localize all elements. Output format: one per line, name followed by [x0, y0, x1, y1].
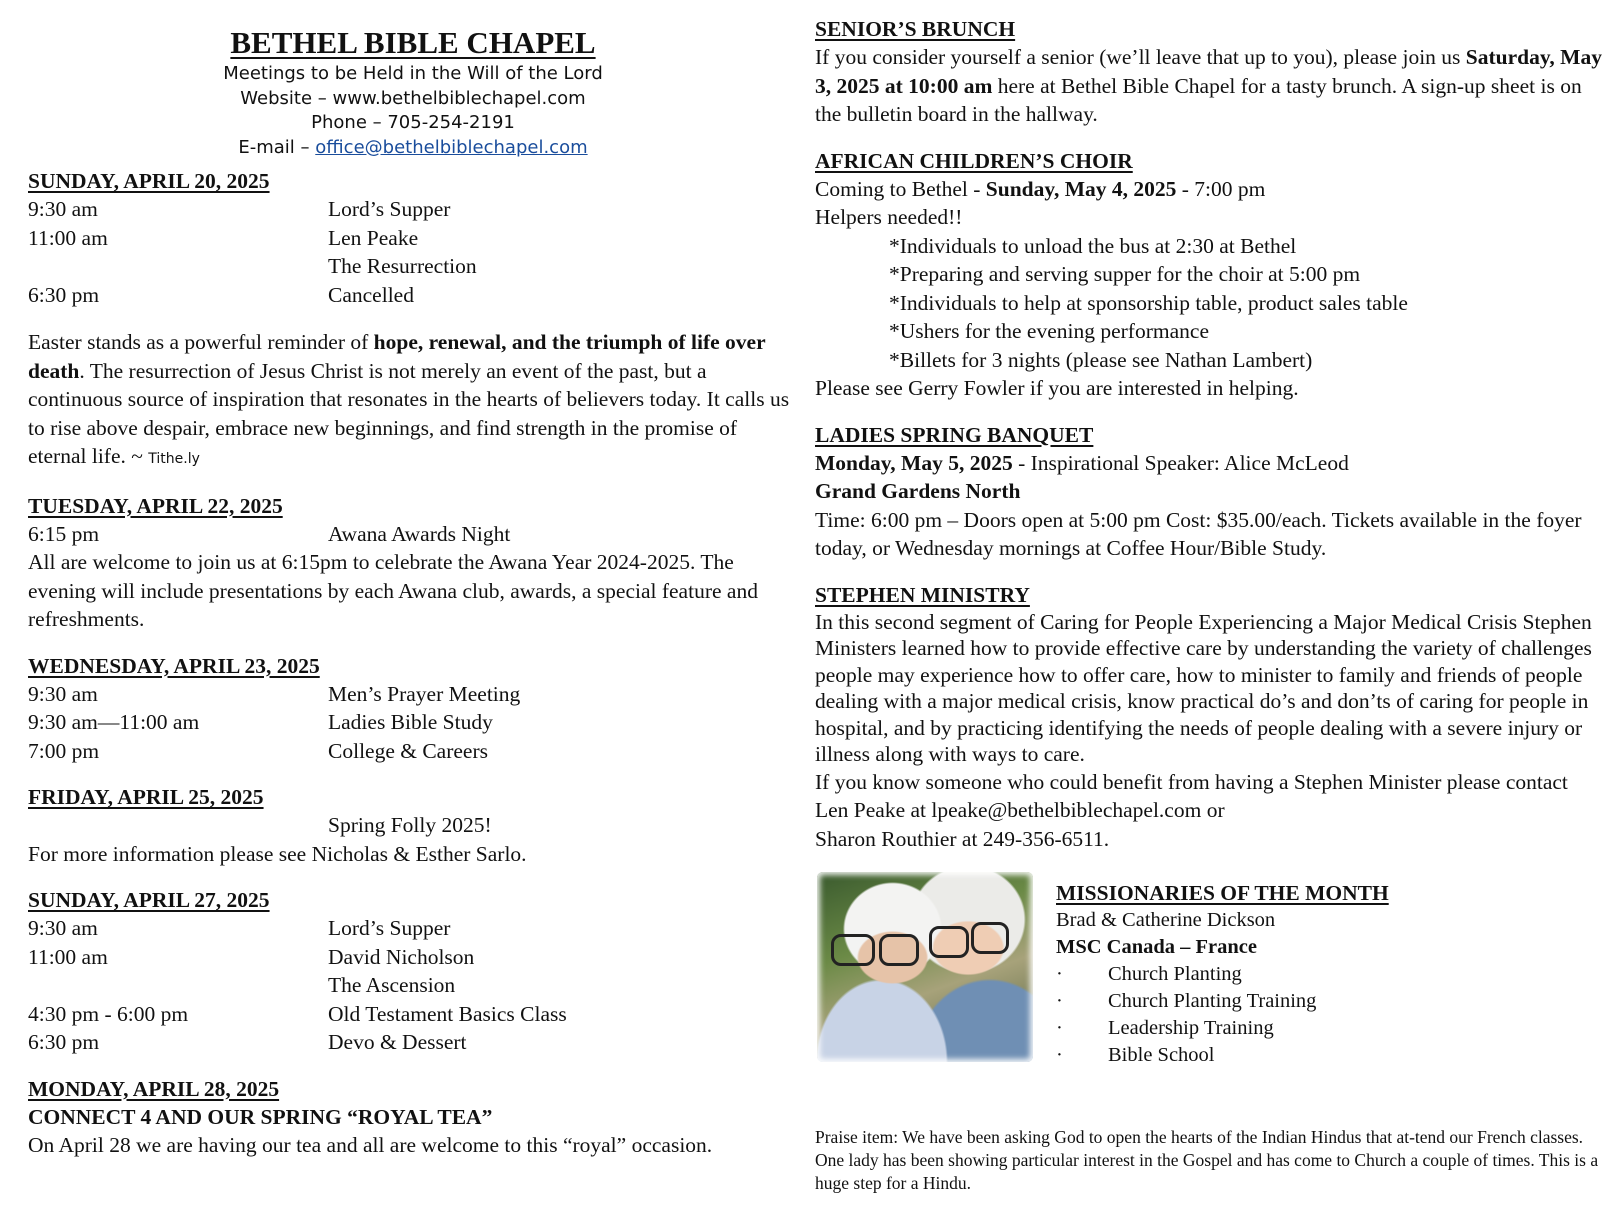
ministry-item: Church Planting Training [1108, 990, 1317, 1012]
schedule-event: Spring Folly 2025! [328, 813, 492, 837]
schedule-event: Old Testament Basics Class [328, 1001, 567, 1026]
stephen-contact-2: Sharon Routhier at 249-356-6511. [815, 826, 1110, 851]
choir-date: Sunday, May 4, 2025 [985, 176, 1177, 201]
schedule-time: 9:30 am [28, 681, 98, 706]
list-item: *Billets for 3 nights (please see Nathan Lambert) [889, 347, 1313, 372]
schedule-event: David Nicholson [328, 944, 475, 969]
section-heading-sunday-27: SUNDAY, APRIL 27, 2025 [28, 888, 270, 912]
praise-item: Praise item: We have been asking God to open the hearts of the Indian Hindus that at-tend our French classes. One lady has been showing particular interest in the Gospel and has come to Church a couple of times. This is a huge step for a Hindu. [815, 1127, 1599, 1193]
schedule-time [28, 971, 328, 1000]
schedule-event: Devo & Dessert [328, 1030, 467, 1054]
list-item [1056, 1015, 1596, 1042]
schedule-row [28, 943, 798, 972]
easter-text-2: . The resurrection of Jesus Christ is not merely an event of the past, but a continuous source of inspiration that resonates in the hearts of believers today. It calls us to rise above despair, embrace new beginnings, and find strength in the promise of eternal life. ~ [28, 358, 790, 468]
schedule-row [28, 252, 798, 281]
bulletin-header [28, 24, 798, 160]
brunch-text-2: here at Bethel Bible Chapel for a tasty brunch. A sign-up sheet is on the bulletin board in the hallway. [815, 73, 1582, 126]
choir-date-line [815, 175, 1605, 204]
missionaries-photo [817, 872, 1033, 1062]
schedule-row [28, 224, 798, 253]
schedule-time: 6:30 pm [28, 1030, 100, 1054]
list-item: *Individuals to unload the bus at 2:30 at Bethel [889, 233, 1297, 258]
bullet-icon: · [1056, 1044, 1063, 1066]
section-heading-friday-25: FRIDAY, APRIL 25, 2025 [28, 785, 264, 809]
royal-tea-text: On April 28 we are having our tea and all are welcome to this “royal” occasion. [28, 1133, 713, 1157]
easter-paragraph [28, 328, 798, 474]
schedule-event: Cancelled [328, 282, 414, 307]
choir-helpers: Helpers needed!! [815, 205, 963, 229]
missionary-org: MSC Canada – France [1056, 936, 1258, 958]
schedule-row [28, 914, 798, 943]
choir-time: - 7:00 pm [1176, 176, 1266, 201]
schedule-time: 6:15 pm [28, 521, 100, 546]
banquet-details: Time: 6:00 pm – Doors open at 5:00 pm Cost: $35.00/each. Tickets available in the foyer today, or Wednesday mornings at Coffee Hour/Bible Study. [815, 507, 1582, 560]
schedule-time: 9:30 am—11:00 am [28, 710, 200, 734]
section-heading-sunday-20: SUNDAY, APRIL 20, 2025 [28, 169, 270, 193]
schedule-event: Len Peake [328, 225, 419, 250]
section-heading-wednesday-23: WEDNESDAY, APRIL 23, 2025 [28, 653, 320, 678]
royal-tea-heading: CONNECT 4 AND OUR SPRING “ROYAL TEA” [28, 1104, 493, 1129]
schedule-row [28, 811, 798, 840]
website: Website – www.bethelbiblechapel.com [240, 87, 586, 109]
schedule-time: 6:30 pm [28, 282, 100, 307]
ministry-item: Bible School [1108, 1044, 1215, 1066]
missionaries-section [1056, 880, 1596, 1069]
easter-text-1: Easter stands as a powerful reminder of [28, 330, 374, 354]
right-column [815, 16, 1605, 853]
left-column [28, 0, 798, 1160]
awana-paragraph: All are welcome to join us at 6:15pm to celebrate the Awana Year 2024-2025. The evening will include presentations by each Awana club, awards, a special feature and refreshments. [28, 550, 758, 631]
list-item: *Preparing and serving supper for the choir at 5:00 pm [889, 262, 1361, 286]
missionary-names: Brad & Catherine Dickson [1056, 909, 1276, 931]
section-heading-banquet: LADIES SPRING BANQUET [815, 422, 1094, 447]
schedule-time [28, 252, 328, 281]
schedule-event: Men’s Prayer Meeting [328, 681, 521, 706]
bullet-icon: · [1056, 990, 1063, 1012]
section-heading-choir: AFRICAN CHILDREN’S CHOIR [815, 148, 1133, 173]
schedule-event: Lord’s Supper [328, 197, 451, 221]
schedule-event: Ladies Bible Study [328, 710, 493, 734]
choir-contact: Please see Gerry Fowler if you are interested in helping. [815, 376, 1299, 400]
schedule-event: College & Careers [328, 738, 489, 763]
ministry-item: Leadership Training [1108, 1017, 1274, 1039]
schedule-sunday-20 [28, 195, 798, 309]
section-heading-senior-brunch: SENIOR’S BRUNCH [815, 17, 1016, 41]
section-heading-monday-28: MONDAY, APRIL 28, 2025 [28, 1076, 280, 1101]
schedule-row [28, 520, 798, 549]
bullet-icon: · [1056, 1017, 1063, 1039]
easter-text-bold: hope, renewal, and the triumph of life over death [28, 330, 766, 383]
list-item [1056, 1042, 1596, 1069]
schedule-event: The Resurrection [328, 254, 477, 278]
stephen-contact: If you know someone who could benefit from having a Stephen Minister please contact Len Peake at lpeake@bethelbiblechapel.com or [815, 769, 1568, 822]
schedule-time: 9:30 am [28, 197, 98, 221]
banquet-date-line [815, 449, 1605, 478]
schedule-time: 9:30 am [28, 916, 98, 940]
schedule-row [28, 1028, 798, 1057]
schedule-row [28, 971, 798, 1000]
schedule-row [28, 708, 798, 737]
glasses-icon [831, 934, 875, 966]
schedule-event: Lord’s Supper [328, 916, 451, 940]
schedule-time: 4:30 pm - 6:00 pm [28, 1001, 189, 1026]
brunch-text-1: If you consider yourself a senior (we’ll leave that up to you), please join us [815, 45, 1461, 69]
schedule-row [28, 195, 798, 224]
section-heading-missionaries: MISSIONARIES OF THE MONTH [1056, 881, 1389, 905]
schedule-row [28, 680, 798, 709]
schedule-time: 11:00 am [28, 944, 108, 969]
brunch-date: Saturday, May 3, 2025 at 10:00 am [815, 45, 1602, 98]
email-label: E-mail – [238, 136, 316, 158]
schedule-row [28, 281, 798, 310]
page-title: BETHEL BIBLE CHAPEL [230, 25, 596, 60]
friday-info: For more information please see Nicholas & Esther Sarlo. [28, 841, 527, 866]
banquet-venue: Grand Gardens North [815, 479, 1021, 503]
bullet-icon: · [1056, 963, 1063, 985]
easter-source: Tithe.ly [148, 451, 200, 467]
section-heading-stephen-ministry: STEPHEN MINISTRY [815, 582, 1030, 607]
schedule-time: 7:00 pm [28, 738, 100, 763]
section-heading-tuesday-22: TUESDAY, APRIL 22, 2025 [28, 493, 283, 518]
list-item: *Individuals to help at sponsorship table, product sales table [889, 290, 1408, 315]
schedule-time: 11:00 am [28, 225, 108, 250]
banquet-date: Monday, May 5, 2025 [815, 450, 1013, 475]
brunch-paragraph [815, 43, 1605, 129]
list-item [1056, 961, 1596, 988]
ministry-item: Church Planting [1108, 963, 1242, 985]
list-item: *Ushers for the evening performance [889, 319, 1209, 343]
choir-coming: Coming to Bethel - [815, 176, 986, 201]
schedule-row [28, 1000, 798, 1029]
phone: Phone – 705-254-2191 [311, 112, 515, 133]
banquet-speaker: - Inspirational Speaker: Alice McLeod [1012, 450, 1349, 475]
schedule-row [28, 737, 798, 766]
list-item [1056, 988, 1596, 1015]
email-line [28, 136, 798, 161]
schedule-event: Awana Awards Night [328, 521, 511, 546]
subtitle: Meetings to be Held in the Will of the Lord [223, 63, 603, 84]
stephen-paragraph: In this second segment of Caring for People Experiencing a Major Medical Crisis Stephen Ministers learned how to provide effective care by understanding the variety of challenges people may experience how to offer care, how to minister to family and friends of people dealing with a major medical crisis, know practical do’s and don’ts of caring for people in hospital, and by practicing identifying the needs of people dealing with a severe injury or illness along with ways to care. [815, 609, 1592, 766]
schedule-event: The Ascension [328, 973, 456, 997]
email-link[interactable]: office@bethelbiblechapel.com [315, 136, 588, 158]
